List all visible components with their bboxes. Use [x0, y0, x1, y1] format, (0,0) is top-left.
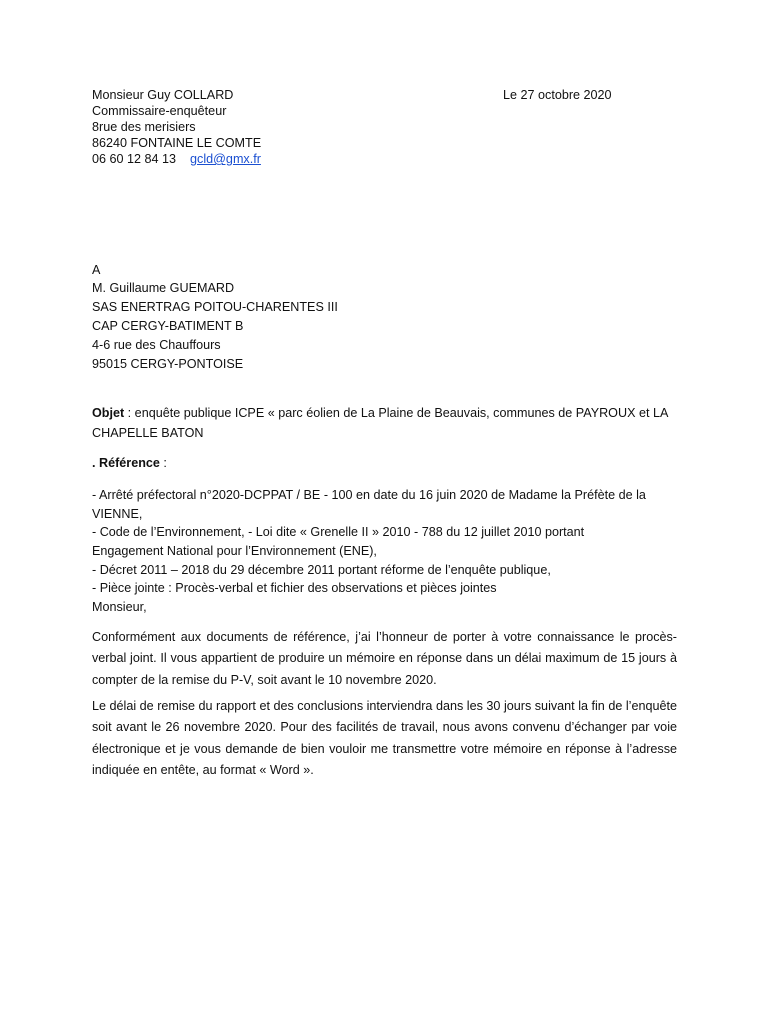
reference-label: . Référence — [92, 456, 160, 470]
sender-phone: 06 60 12 84 13 — [92, 152, 177, 166]
reference-line: - Code de l’Environnement, - Loi dite « Grenelle II » 2010 - 788 du 12 juillet 2010 portant — [92, 525, 585, 539]
recipient-prefix: A — [92, 263, 101, 277]
letter-date: Le 27 octobre 2020 — [503, 88, 612, 102]
reference-line: VIENNE, — [92, 507, 143, 521]
object-line-1 — [92, 405, 668, 421]
recipient-street: 4-6 rue des Chauffours — [92, 338, 221, 352]
sender-contact — [92, 151, 261, 167]
recipient-building: CAP CERGY-BATIMENT B — [92, 319, 244, 333]
reference-suffix: : — [159, 456, 167, 470]
body-paragraph-2: Le délai de remise du rapport et des conclusions interviendra dans les 30 jours suivant la fin de l’enquête soit avant le 26 novembre 2020. Pour des facilités de travail, nous avons convenu d’échanger par voie électronique et je vous demande de bien vouloir me transmettre votre mémoire en réponse à l’adresse indiquée en entête, au format « Word ». — [92, 699, 677, 777]
sender-title: Commissaire-enquêteur — [92, 104, 227, 118]
body-paragraph-1: Conformément aux documents de référence, j’ai l’honneur de porter à votre connaissance le procès-verbal joint. Il vous appartient de produire un mémoire en réponse dans un délai maximum de 15 jours à compter de la remise du P-V, soit avant le 10 novembre 2020. — [92, 630, 677, 687]
reference-line: - Arrêté préfectoral n°2020-DCPPAT / BE - 100 en date du 16 juin 2020 de Madame la Préfète de la — [92, 488, 646, 502]
reference-line: - Décret 2011 – 2018 du 29 décembre 2011 portant réforme de l’enquête publique, — [92, 563, 551, 577]
object-line-2: CHAPELLE BATON — [92, 426, 204, 440]
object-text: : enquête publique ICPE « parc éolien de La Plaine de Beauvais, communes de PAYROUX et LA — [124, 406, 669, 420]
salutation: Monsieur, — [92, 600, 147, 614]
sender-name: Monsieur Guy COLLARD — [92, 88, 234, 102]
reference-heading — [92, 455, 167, 471]
sender-city: 86240 FONTAINE LE COMTE — [92, 136, 262, 150]
object-label: Objet — [92, 406, 125, 420]
reference-line: Engagement National pour l’Environnement (ENE), — [92, 544, 377, 558]
recipient-city: 95015 CERGY-PONTOISE — [92, 357, 244, 371]
sender-street: 8rue des merisiers — [92, 120, 196, 134]
recipient-company: SAS ENERTRAG POITOU-CHARENTES III — [92, 300, 338, 314]
reference-line: - Pièce jointe : Procès-verbal et fichier des observations et pièces jointes — [92, 581, 497, 595]
recipient-name: M. Guillaume GUEMARD — [92, 281, 235, 295]
sender-email-link[interactable]: gcld@gmx.fr — [190, 152, 261, 166]
